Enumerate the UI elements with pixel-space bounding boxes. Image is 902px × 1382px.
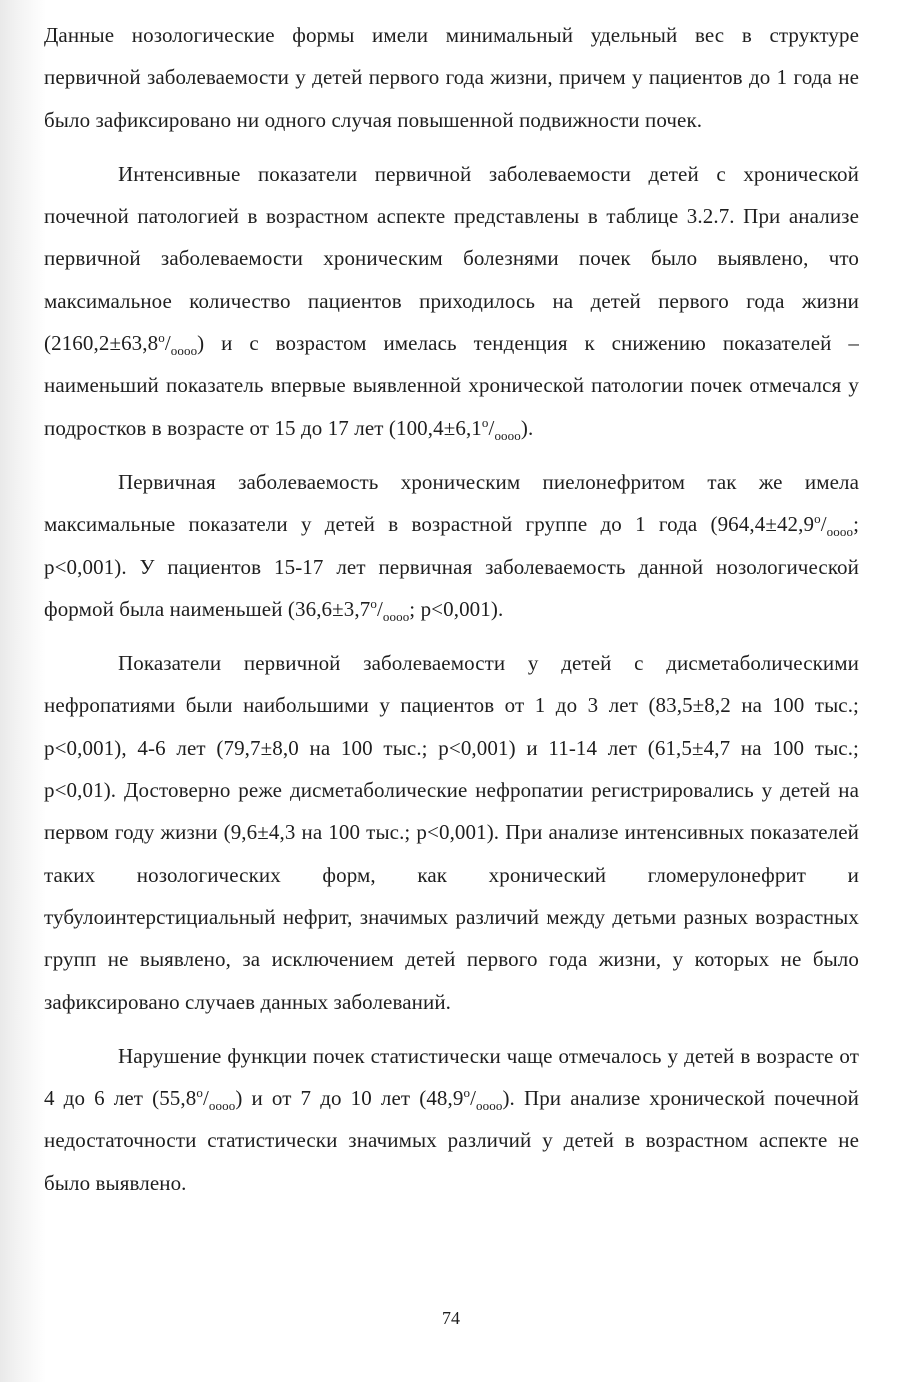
text-segment: Данные нозологические формы имели минимальный удельный вес в структуре первичной заболеваемости у детей первого года жизни, причем у пациентов до 1 года не было зафиксировано ни одного случая повышенной подвижности почек.: [44, 23, 859, 132]
text-segment: ; р<0,001). У пациентов 15-17 лет первичная заболеваемость данной нозологической формой была наименьшей (36,6±3,7: [44, 512, 859, 621]
text-segment: ) и от 7 до 10 лет (48,9: [235, 1086, 464, 1111]
text-segment: ) и с возрастом имелась тенденция к снижению показателей – наименьший показатель впервые выявленной хронической патологии почек отмечался у подростков в возрасте от 15 до 17 лет (100,4±6,1: [44, 331, 859, 440]
paragraph-5: [44, 1035, 859, 1204]
text-segment: /: [202, 1086, 209, 1111]
paragraph-3: [44, 461, 859, 630]
text-segment: /: [820, 512, 827, 537]
permyriad-subscript: oooo: [382, 609, 410, 625]
permyriad-subscript: oooo: [476, 1098, 503, 1114]
text-segment: /: [164, 331, 171, 356]
text-segment: /: [376, 596, 383, 621]
text-segment: Интенсивные показатели первичной заболеваемости детей с хронической почечной патологией в возрастном аспекте представлены в таблице 3.2.7. При анализе первичной заболеваемости хроническим болезнями почек было выявлено, что максимальное количество пациентов приходилось на детей первого года жизни (2160,2±63,8: [44, 161, 859, 356]
permyriad-subscript: oooo: [826, 524, 854, 540]
degree-superscript: o: [158, 330, 165, 346]
degree-superscript: o: [814, 511, 821, 527]
text-segment: Показатели первичной заболеваемости у детей с дисметаболическими нефропатиями были наибольшими у пациентов от 1 до 3 лет (83,5±8,2 на 100 тыс.; р<0,001), 4-6 лет (79,7±8,0 на 100 тыс.; р<0,001) и 11-14 лет (61,5±4,7 на 100 тыс.; р<0,01). Достоверно реже дисметаболические нефропатии регистрировались у детей на первом году жизни (9,6±4,3 на 100 тыс.; р<0,001). При анализе интенсивных показателей таких нозологических форм, как хронический гломерулонефрит и тубулоинтерстициальный нефрит, значимых различий между детьми разных возрастных групп не выявлено, за исключением детей первого года жизни, у которых не было зафиксировано случаев данных заболеваний.: [44, 651, 859, 1014]
permyriad-subscript: oooo: [494, 427, 521, 443]
text-segment: Нарушение функции почек статистически чаще отмечалось у детей в возрасте от 4 до 6 лет (55,8: [44, 1043, 859, 1111]
document-page: [44, 14, 859, 1204]
degree-superscript: o: [370, 595, 377, 611]
paragraph-1: [44, 14, 859, 141]
text-segment: /: [488, 415, 495, 440]
text-segment: /: [470, 1086, 477, 1111]
paragraph-2: [44, 153, 859, 449]
text-segment: ). При анализе хронической почечной недостаточности статистически значимых различий у детей в возрастном аспекте не было выявлено.: [44, 1086, 859, 1195]
text-segment: ).: [520, 415, 534, 440]
text-segment: Первичная заболеваемость хроническим пиелонефритом так же имела максимальные показатели у детей в возрастной группе до 1 года (964,4±42,9: [44, 469, 859, 537]
permyriad-subscript: oooo: [208, 1098, 236, 1114]
text-segment: ; р<0,001).: [409, 596, 504, 621]
degree-superscript: o: [196, 1085, 203, 1101]
degree-superscript: o: [463, 1085, 471, 1101]
degree-superscript: o: [481, 414, 489, 430]
permyriad-subscript: oooo: [170, 343, 198, 359]
scan-edge-shadow: [0, 0, 46, 1382]
page-number: 74: [442, 1308, 460, 1328]
paragraph-4: [44, 642, 859, 1023]
